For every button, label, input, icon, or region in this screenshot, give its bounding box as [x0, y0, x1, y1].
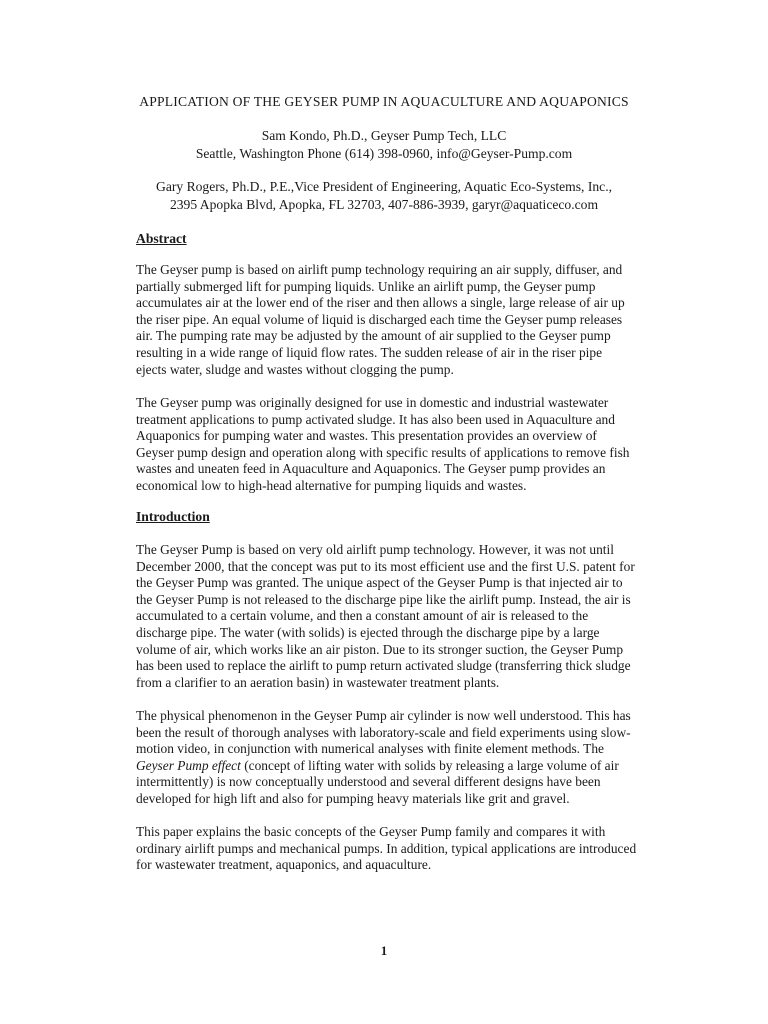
- abstract-paragraph: [136, 395, 676, 495]
- text-line: the Geyser Pump was granted. The unique aspect of the Geyser Pump is that injected air to: [136, 575, 623, 591]
- text-line: economical low to high-head alternative for pumping liquids and wastes.: [136, 477, 527, 493]
- author-block-rogers: [0, 178, 768, 214]
- text-line: developed for high lift and also for pumping heavy materials like grit and gravel.: [136, 790, 570, 806]
- text-line: accumulates air at the lower end of the riser and then allows a single, large release of air up: [136, 295, 625, 311]
- text-line: ordinary airlift pumps and mechanical pumps. In addition, typical applications are introduced: [136, 840, 637, 856]
- text-line: from a clarifier to an aeration basin) in wastewater treatment plants.: [136, 674, 500, 690]
- text-line: treatment applications to pump activated sludge. It has also been used in Aquaculture and: [136, 411, 615, 427]
- abstract-paragraph: [136, 262, 676, 378]
- text-line: volume of air, which works like an air piston. Due to its stronger suction, the Geyser Pump: [136, 641, 624, 657]
- text-line: discharge pipe. The water (with solids) is ejected through the discharge pipe by a large: [136, 624, 600, 640]
- introduction-paragraph: [136, 708, 676, 808]
- text-line: The physical phenomenon in the Geyser Pump air cylinder is now well understood. This has: [136, 708, 631, 723]
- text-line: the riser pipe. An equal volume of liquid is discharged each time the Geyser pump releases: [136, 311, 623, 327]
- text-line: motion video, in conjunction with numerical analyses with finite element methods. The: [136, 741, 604, 757]
- text-line: has been used to replace the airlift to pump return activated sludge (transferring thick sludge: [136, 658, 631, 674]
- abstract-heading: Abstract: [136, 231, 187, 246]
- paper-title: APPLICATION OF THE GEYSER PUMP IN AQUACULTURE AND AQUAPONICS: [139, 94, 629, 109]
- text-line: been the result of thorough analyses with laboratory-scale and field experiments using slow-: [136, 724, 631, 740]
- text-line: intermittently) is now conceptually understood and several different designs have been: [136, 774, 601, 790]
- text-run: (concept of lifting water with solids by releasing a large volume of air: [240, 757, 619, 773]
- introduction-heading: Introduction: [136, 509, 210, 524]
- page-number: 1: [380, 944, 388, 958]
- text-line: air. The pumping rate may be adjusted by the amount of air supplied to the Geyser pump: [136, 328, 611, 344]
- text-line: Geyser pump design and operation along with specific results of applications to remove fish: [136, 444, 630, 460]
- text-line: for wastewater treatment, aquaponics, and aquaculture.: [136, 857, 432, 873]
- author-contact: 2395 Apopka Blvd, Apopka, FL 32703, 407-886-3939, garyr@aquaticeco.com: [169, 197, 599, 212]
- emphasis-term: Geyser Pump effect: [136, 757, 241, 773]
- author-name-affiliation: Sam Kondo, Ph.D., Geyser Pump Tech, LLC: [261, 128, 507, 143]
- author-contact: Seattle, Washington Phone (614) 398-0960, info@Geyser-Pump.com: [195, 146, 573, 161]
- introduction-paragraph: [136, 824, 676, 874]
- text-line: the Geyser Pump is not released to the discharge pipe like the airlift pump. Instead, the air is: [136, 591, 631, 607]
- text-line: partially submerged lift for pumping liquids. Unlike an airlift pump, the Geyser pump: [136, 278, 596, 294]
- text-line: This paper explains the basic concepts of the Geyser Pump family and compares it with: [136, 824, 606, 839]
- text-line: Aquaponics for pumping water and wastes. This presentation provides an overview of: [136, 428, 597, 444]
- text-line: accumulated to a certain volume, and then a constant amount of air is released to the: [136, 608, 589, 624]
- text-line: The Geyser pump is based on airlift pump technology requiring an air supply, diffuser, and: [136, 262, 623, 277]
- text-line: The Geyser Pump is based on very old airlift pump technology. However, it was not until: [136, 542, 614, 557]
- text-line: December 2000, that the concept was put to its most efficient use and the first U.S. patent for: [136, 558, 635, 574]
- author-name-affiliation: Gary Rogers, Ph.D., P.E.,Vice President of Engineering, Aquatic Eco-Systems, Inc.,: [156, 179, 612, 194]
- introduction-paragraph: [136, 542, 676, 691]
- text-line: ejects water, sludge and wastes without clogging the pump.: [136, 361, 454, 377]
- text-line: The Geyser pump was originally designed for use in domestic and industrial wastewater: [136, 395, 609, 410]
- text-line: wastes and uneaten feed in Aquaculture and Aquaponics. The Geyser pump provides an: [136, 461, 606, 477]
- text-line: resulting in a wide range of liquid flow rates. The sudden release of air in the riser pipe: [136, 344, 603, 360]
- author-block-kondo: [0, 127, 768, 163]
- text-line: [136, 758, 676, 775]
